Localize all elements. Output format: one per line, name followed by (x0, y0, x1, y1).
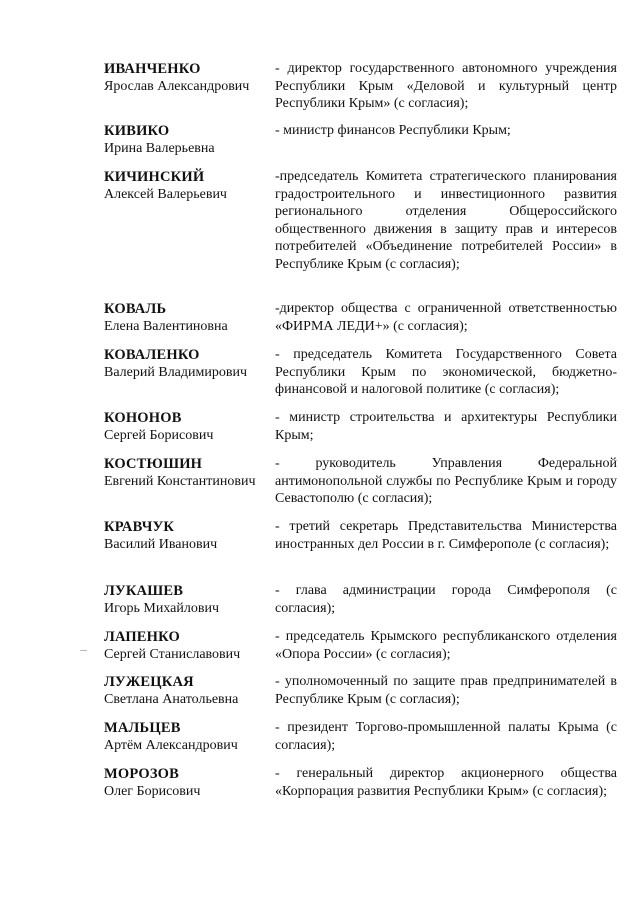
member-surname: ЛУЖЕЦКАЯ (104, 674, 194, 690)
member-surname: ЛУКАШЕВ (104, 583, 184, 599)
member-role: - третий секретарь Представительства Министерства иностранных дел России в г. Симферополе (с согласия); (275, 519, 617, 552)
member-surname: МОРОЗОВ (104, 766, 180, 782)
member-given-name: Артём Александрович (104, 738, 238, 753)
member-surname: КОВАЛЬ (104, 301, 167, 317)
member-name (104, 673, 274, 709)
member-name (104, 168, 274, 204)
member-surname: КИВИКО (104, 123, 170, 139)
member-name (104, 122, 274, 158)
member-name (104, 455, 274, 491)
member-surname: КИЧИНСКИЙ (104, 169, 205, 185)
member-surname: ЛАПЕНКО (104, 629, 180, 645)
member-role: - глава администрации города Симферополя (с согласия); (275, 583, 617, 616)
member-role: - уполномоченный по защите прав предпринимателей в Республике Крым (с согласия); (275, 674, 617, 707)
member-name (104, 765, 274, 801)
member-name (104, 409, 274, 445)
member-role: - директор государственного автономного учреждения Республики Крым «Деловой и культурный центр Республики Крым» (с согласия); (275, 61, 617, 111)
member-name (104, 719, 274, 755)
member-role: - генеральный директор акционерного общества «Корпорация развития Республики Крым» (с согласия); (275, 766, 617, 799)
member-surname: КОВАЛЕНКО (104, 347, 200, 363)
member-name (104, 518, 274, 554)
member-surname: КРАВЧУК (104, 519, 175, 535)
member-given-name: Елена Валентиновна (104, 319, 228, 334)
member-given-name: Василий Иванович (104, 537, 218, 552)
member-role: - председатель Крымского республиканского отделения «Опора России» (с согласия); (275, 629, 617, 662)
member-role: - президент Торгово-промышленной палаты Крыма (с согласия); (275, 720, 617, 753)
member-given-name: Сергей Борисович (104, 428, 214, 443)
member-surname: ИВАНЧЕНКО (104, 61, 201, 77)
member-role: - руководитель Управления Федеральной антимонопольной службы по Республике Крым и городу Севастополю (с согласия); (275, 456, 617, 506)
member-surname: КОНОНОВ (104, 410, 182, 426)
member-name (104, 300, 274, 336)
member-role: - председатель Комитета Государственного Совета Республики Крым по экономической, бюджетно-финансовой и налоговой политике (с согласия); (275, 347, 617, 397)
member-given-name: Ирина Валерьевна (104, 141, 215, 156)
member-given-name: Валерий Владимирович (104, 365, 248, 380)
member-role: -председатель Комитета стратегического планирования градостроительного и инвестиционного развития регионального отделения Общероссийского общественного движения в защиту прав и интересов потребителей «Объединение потребителей России» в Республике Крым (с согласия); (275, 169, 617, 272)
scan-artifact (80, 650, 87, 651)
member-name (104, 582, 274, 618)
member-given-name: Светлана Анатольевна (104, 692, 239, 707)
member-name (104, 346, 274, 382)
member-given-name: Олег Борисович (104, 784, 201, 799)
member-role: -директор общества с ограниченной ответственностью «ФИРМА ЛЕДИ+» (с согласия); (275, 301, 617, 334)
member-given-name: Игорь Михайлович (104, 601, 219, 616)
member-given-name: Ярослав Александрович (104, 79, 250, 94)
member-surname: МАЛЬЦЕВ (104, 720, 181, 736)
member-given-name: Алексей Валерьевич (104, 187, 227, 202)
member-given-name: Сергей Станиславович (104, 647, 241, 662)
member-name (104, 628, 274, 664)
member-role: - министр строительства и архитектуры Республики Крым; (275, 410, 617, 443)
member-role: - министр финансов Республики Крым; (275, 123, 511, 138)
member-name (104, 60, 274, 96)
member-given-name: Евгений Константинович (104, 474, 256, 489)
member-surname: КОСТЮШИН (104, 456, 203, 472)
